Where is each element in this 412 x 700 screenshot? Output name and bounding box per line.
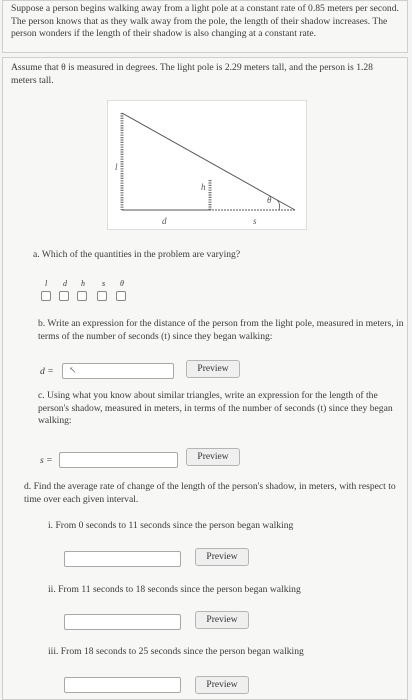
- intro-paragraph-2: Assume that θ is measured in degrees. The light pole is 2.29 meters tall, and the person is 1.28 meters tall.: [11, 62, 373, 86]
- part-c-question: c. Using what you know about similar triangles, write an expression for the length of the person's shadow, measured in meters, in terms of the number of seconds (t) since they began walking:: [38, 390, 393, 427]
- part-c-eq-label: s =: [40, 455, 53, 466]
- preview-button-c[interactable]: Preview: [186, 448, 240, 466]
- interval-2-label: ii. From 11 seconds to 18 seconds since the person began walking: [48, 584, 301, 595]
- interval-2-input[interactable]: [64, 614, 181, 630]
- part-b-eq-label: d =: [40, 366, 54, 377]
- part-d-question: d. Find the average rate of change of the length of the person's shadow, in meters, with respect to time over each given interval.: [24, 481, 396, 505]
- cursor-caret-icon: ↖: [69, 365, 77, 375]
- intro-paragraph-1: Suppose a person begins walking away from a light pole at a constant rate of 0.85 meters per second. The person knows that as they walk away from the pole, the length of their shadow increases. The person wonders if the length of their shadow is also changing at a constant rate.: [11, 3, 399, 40]
- preview-button-b[interactable]: Preview: [186, 360, 240, 378]
- label-d: d: [162, 216, 167, 226]
- distance-expression-input[interactable]: [62, 363, 174, 379]
- checkbox-d[interactable]: [59, 291, 69, 301]
- checkbox-s[interactable]: [97, 291, 107, 301]
- part-a-question: a. Which of the quantities in the problem are varying?: [33, 249, 241, 260]
- light-pole-diagram: [107, 100, 307, 230]
- preview-button-d3[interactable]: Preview: [195, 676, 249, 694]
- checkbox-theta[interactable]: [116, 291, 126, 301]
- problem-intro-box: [2, 0, 408, 53]
- option-label-d: d: [63, 279, 67, 288]
- checkbox-h[interactable]: [77, 291, 87, 301]
- interval-3-label: iii. From 18 seconds to 25 seconds since the person began walking: [48, 646, 304, 657]
- interval-3-input[interactable]: [64, 677, 181, 693]
- interval-1-label: i. From 0 seconds to 11 seconds since the person began walking: [48, 520, 294, 531]
- label-s: s: [253, 216, 257, 226]
- label-l: l: [115, 162, 118, 172]
- option-label-h: h: [81, 279, 85, 288]
- interval-1-input[interactable]: [64, 551, 181, 567]
- shadow-expression-input[interactable]: [59, 452, 178, 468]
- option-label-s: s: [102, 279, 106, 288]
- label-h: h: [201, 182, 206, 192]
- part-b-question: b. Write an expression for the distance of the person from the light pole, measured in meters, in terms of the number of seconds (t) since they began walking:: [38, 318, 404, 342]
- checkbox-l[interactable]: [41, 291, 51, 301]
- label-theta: θ: [267, 195, 272, 205]
- option-label-l: l: [45, 279, 48, 288]
- option-label-theta: θ: [120, 279, 124, 288]
- preview-button-d1[interactable]: Preview: [195, 548, 249, 566]
- preview-button-d2[interactable]: Preview: [195, 611, 249, 629]
